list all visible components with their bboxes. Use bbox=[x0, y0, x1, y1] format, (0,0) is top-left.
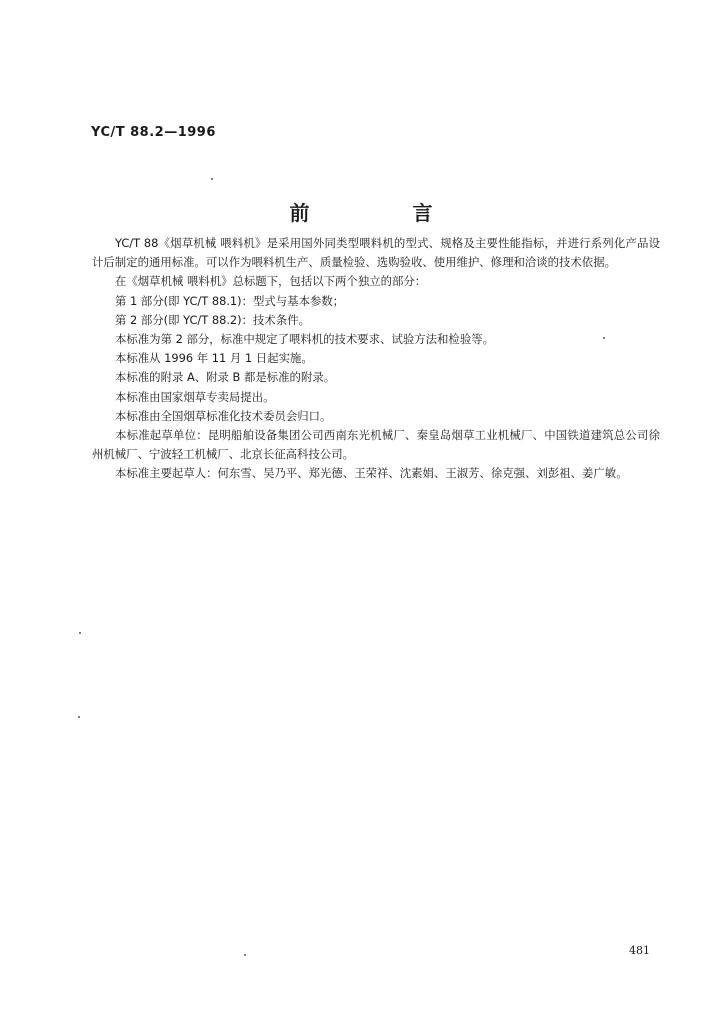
document-body bbox=[92, 234, 660, 484]
page-title: 前 言 bbox=[289, 201, 481, 225]
paragraph-part-2: 第 2 部分(即 YC/T 88.2)：技术条件。 bbox=[115, 312, 310, 327]
page-number: 481 bbox=[629, 944, 650, 957]
paragraph-intro: YC/T 88《烟草机械 喂料机》是采用国外同类型喂料机的型式、规格及主要性能指标，并进行系列化产品设计后制定的通用标准。可以作为喂料机生产、质量检验、选购验收、使用维护、修理和洽谈的技术依据。 bbox=[92, 236, 660, 270]
paragraph-part-1: 第 1 部分(即 YC/T 88.1)：型式与基本参数； bbox=[115, 293, 345, 308]
paragraph-proposed-by: 本标准由国家烟草专卖局提出。 bbox=[115, 389, 275, 404]
scan-speck bbox=[603, 337, 605, 339]
standard-code: YC/T 88.2—1996 bbox=[91, 125, 216, 140]
paragraph-parts-heading: 在《烟草机械 喂料机》总标题下，包括以下两个独立的部分： bbox=[115, 274, 427, 289]
paragraph-effective-date: 本标准从 1996 年 11 月 1 日起实施。 bbox=[115, 351, 313, 366]
paragraph-appendices: 本标准的附录 A、附录 B 都是标准的附录。 bbox=[115, 370, 336, 385]
scan-speck bbox=[79, 632, 81, 634]
paragraph-administered-by: 本标准由全国烟草标准化技术委员会归口。 bbox=[115, 408, 332, 423]
paragraph-drafting-units: 本标准起草单位：昆明船舶设备集团公司西南东光机械厂、秦皇岛烟草工业机械厂、中国铁道建筑总公司徐州机械厂、宁波轻工机械厂、北京长征高科技公司。 bbox=[92, 428, 660, 462]
paragraph-drafters: 本标准主要起草人：何东雪、吴乃平、郑光德、王荣祥、沈素娟、王淑芳、徐克强、刘彭祖、姜广敏。 bbox=[115, 466, 628, 481]
scan-speck bbox=[244, 954, 246, 956]
scan-speck bbox=[78, 716, 80, 718]
paragraph-scope: 本标准为第 2 部分，标准中规定了喂料机的技术要求、试验方法和检验等。 bbox=[115, 332, 494, 347]
scan-speck bbox=[211, 178, 213, 180]
